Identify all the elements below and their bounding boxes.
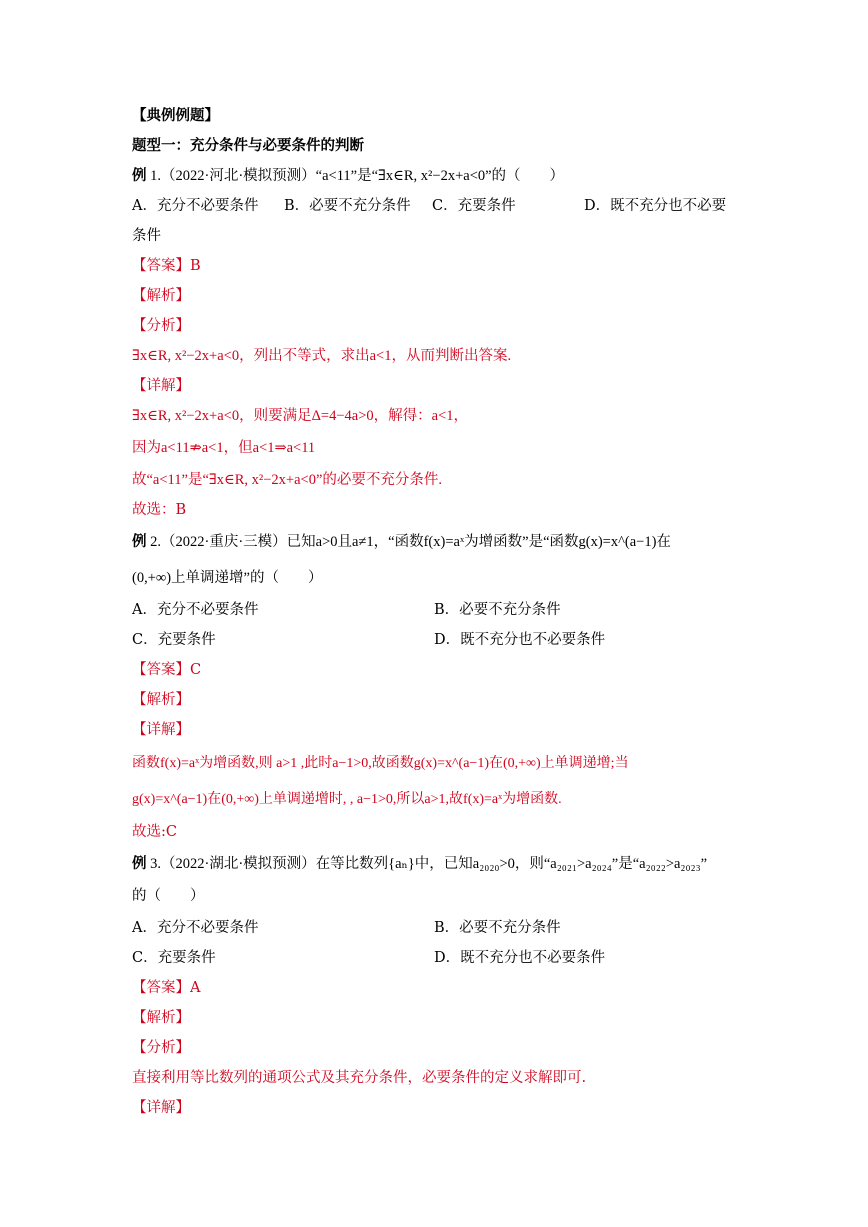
ex1-option-d-cont: 条件	[132, 228, 161, 244]
ex1-detail-1: ∃x∈R, x²−2x+a<0，则要满足Δ=4−4a>0，解得：a<1，	[132, 408, 468, 424]
section-title: 【典例例题】	[132, 107, 219, 124]
example-3-stem	[132, 854, 707, 874]
example-2-stem-2: (0,+∞)上单调递增”的（ ）	[132, 570, 323, 586]
example-2-text: 2.（2022·重庆·三模）已知a>0且a≠1，“函数f(x)=aˣ为增函数”是“函数g(x)=x^(a−1)在	[146, 534, 671, 550]
example-3-text: 3.（2022·湖北·模拟预测）在等比数列{aₙ}中，已知a₂₀₂₀>0，则“a₂₀₂₁>a₂₀₂₄”是“a₂₀₂₂>a₂₀₂₃”	[146, 856, 708, 872]
ex3-answer: 【答案】A	[132, 980, 201, 996]
ex1-final: 故选：B	[132, 502, 187, 518]
ex2-answer: 【答案】C	[132, 662, 202, 678]
ex2-detail-1: 函数f(x)=aˣ为增函数,则 a>1 ,此时a−1>0,故函数g(x)=x^(a−1)在(0,+∞)上单调递增;当	[132, 756, 629, 771]
ex1-fenxi: 【分析】	[132, 318, 190, 334]
ex3-fenxi: 【分析】	[132, 1040, 190, 1056]
ex1-xiangjie: 【详解】	[132, 378, 190, 394]
ex3-option-c: C．充要条件	[132, 950, 216, 966]
ex2-option-b: B．必要不充分条件	[434, 602, 561, 618]
ex3-xiangjie: 【详解】	[132, 1100, 190, 1116]
ex1-detail-3: 故“a<11”是“∃x∈R, x²−2x+a<0”的必要不充分条件.	[132, 472, 443, 488]
ex3-fenxi-text: 直接利用等比数列的通项公式及其充分条件，必要条件的定义求解即可.	[132, 1070, 587, 1086]
ex2-option-a: A．充分不必要条件	[132, 602, 259, 618]
example-label: 例	[132, 167, 147, 184]
ex3-jiexi: 【解析】	[132, 1010, 190, 1026]
example-1-text: 1.（2022·河北·模拟预测）“a<11”是“∃x∈R, x²−2x+a<0”的（ ）	[146, 168, 565, 184]
ex2-jiexi: 【解析】	[132, 692, 190, 708]
ex2-xiangjie: 【详解】	[132, 722, 190, 738]
example-3-stem-2: 的（ ）	[132, 888, 205, 904]
ex2-option-d: D．既不充分也不必要条件	[434, 632, 606, 648]
ex1-option-c: C．充要条件	[432, 198, 516, 214]
ex1-jiexi: 【解析】	[132, 288, 190, 304]
ex1-option-a: A．充分不必要条件	[132, 198, 259, 214]
ex3-option-a: A．充分不必要条件	[132, 920, 259, 936]
ex2-final: 故选:C	[132, 824, 177, 840]
ex1-detail-2: 因为a<11⇏a<1，但a<1⇒a<11	[132, 440, 316, 456]
ex3-option-d: D．既不充分也不必要条件	[434, 950, 606, 966]
ex1-answer: 【答案】B	[132, 258, 201, 274]
ex1-fenxi-text: ∃x∈R, x²−2x+a<0，列出不等式，求出a<1，从而判断出答案.	[132, 348, 512, 364]
example-label: 例	[132, 533, 147, 550]
ex2-detail-2: g(x)=x^(a−1)在(0,+∞)上单调递增时, , a−1>0,所以a>1,故f(x)=aˣ为增函数.	[132, 792, 562, 807]
example-2-stem	[132, 532, 671, 552]
example-label: 例	[132, 855, 147, 872]
type-title: 题型一：充分条件与必要条件的判断	[132, 137, 364, 154]
ex2-option-c: C．充要条件	[132, 632, 216, 648]
ex1-option-b: B．必要不充分条件	[284, 198, 411, 214]
ex1-option-d: D．既不充分也不必要	[584, 198, 727, 214]
ex3-option-b: B．必要不充分条件	[434, 920, 561, 936]
example-1-stem	[132, 166, 564, 186]
